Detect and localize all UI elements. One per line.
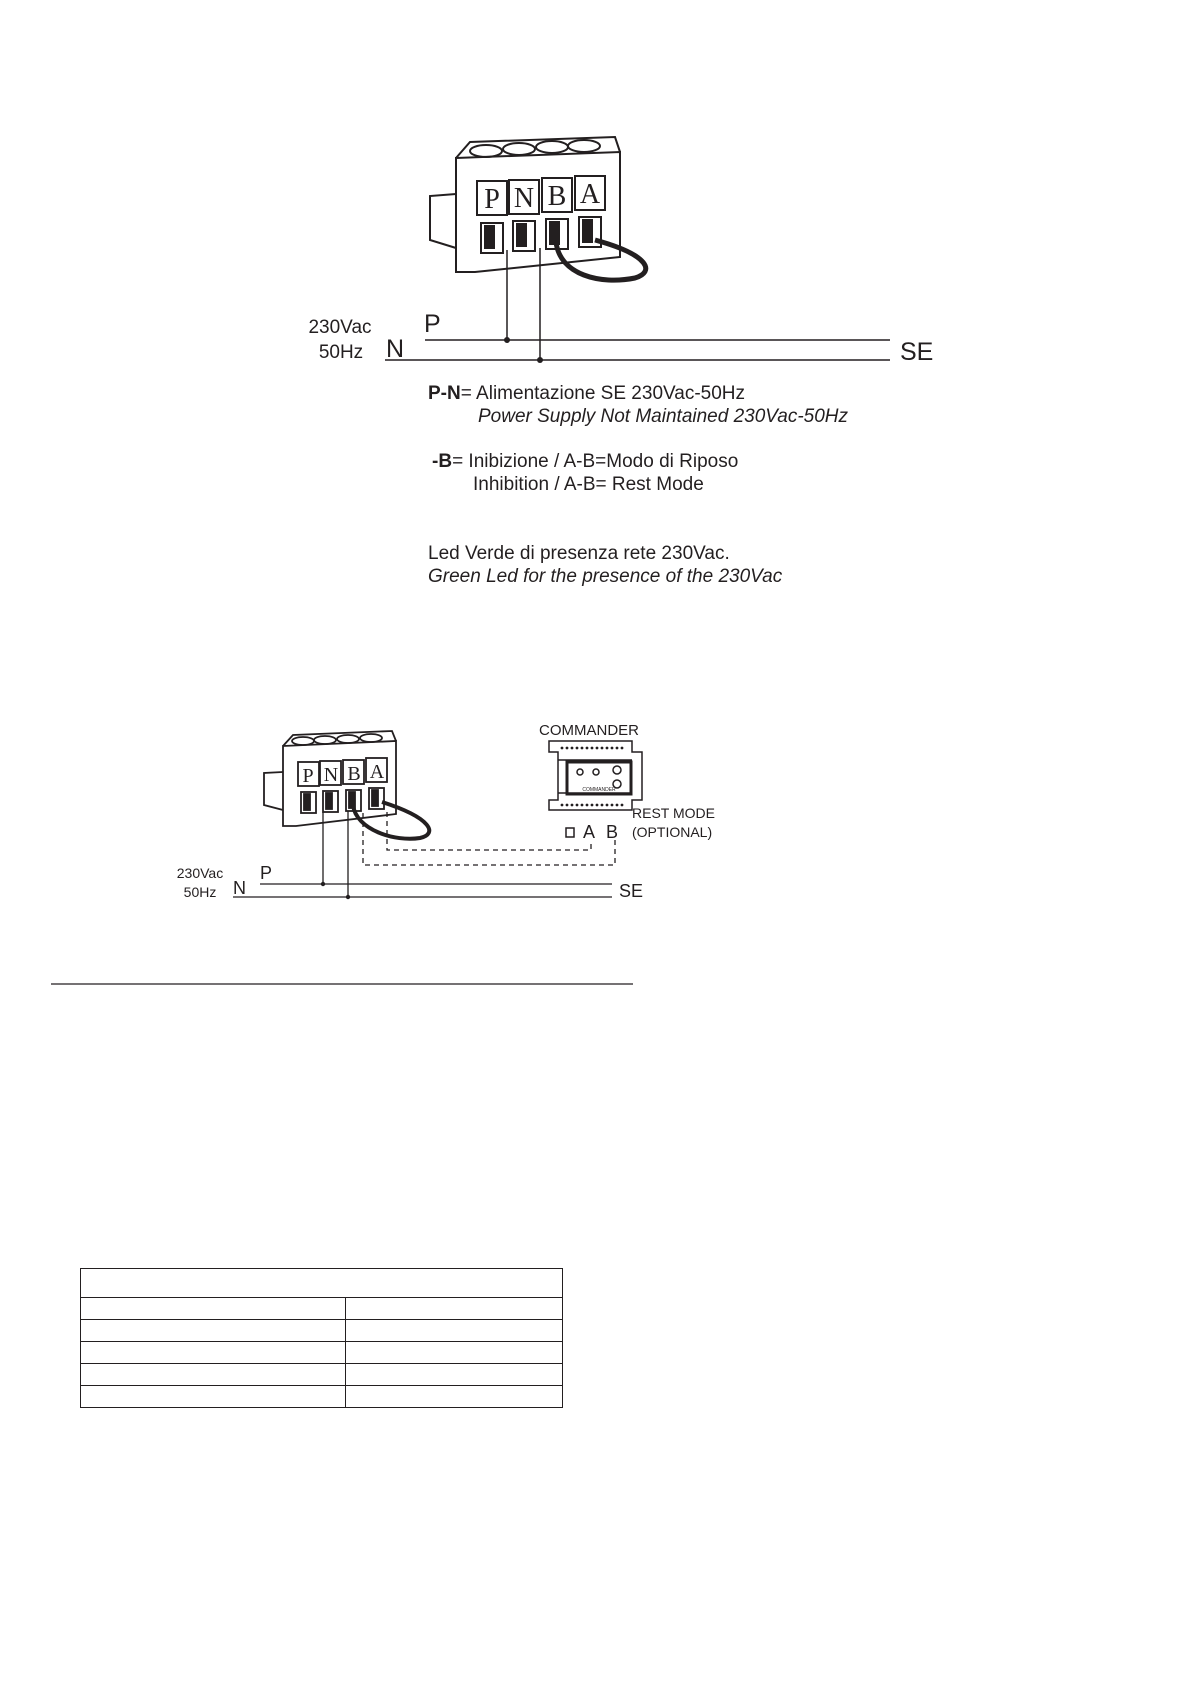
terminal-n-label: N xyxy=(513,183,535,214)
terminal-p-label-2: P xyxy=(302,765,314,787)
load-se-label: SE xyxy=(900,338,934,366)
table-cell xyxy=(346,1320,563,1342)
b-key: -B xyxy=(432,451,453,472)
led-english: Green Led for the presence of the 230Vac xyxy=(428,566,783,587)
commander-terminal-dots xyxy=(561,747,624,807)
supply-voltage-label: 230Vac xyxy=(308,317,372,338)
terminal-p-label: P xyxy=(484,184,500,215)
terminal-a-label-2: A xyxy=(369,761,385,783)
table-row xyxy=(81,1386,563,1408)
table-header-cell xyxy=(81,1269,563,1298)
table-row xyxy=(81,1298,563,1320)
table-cell xyxy=(346,1386,563,1408)
rest-mode-label: REST MODE xyxy=(632,805,715,821)
table-cell xyxy=(81,1364,346,1386)
b-english: Inhibition / A-B= Rest Mode xyxy=(473,474,704,495)
commander-terminal-a: A xyxy=(582,822,596,842)
load-se-label-2: SE xyxy=(619,881,644,901)
b-italian: = Inibizione / A-B=Modo di Riposo xyxy=(452,451,739,472)
table-cell xyxy=(81,1342,346,1364)
table-row xyxy=(81,1364,563,1386)
supply-freq-label-2: 50Hz xyxy=(183,884,217,900)
commander-face-label: COMMANDER xyxy=(582,787,616,793)
pn-key: P-N xyxy=(428,383,461,404)
table-cell xyxy=(346,1342,563,1364)
table-cell xyxy=(81,1320,346,1342)
table-row xyxy=(81,1342,563,1364)
supply-voltage-label-2: 230Vac xyxy=(176,865,224,881)
table-row xyxy=(81,1320,563,1342)
table-cell xyxy=(81,1298,346,1320)
table-cell xyxy=(346,1364,563,1386)
terminal-a-label: A xyxy=(579,179,601,210)
optional-label: (OPTIONAL) xyxy=(632,824,713,840)
ab-jumper-wire-2 xyxy=(353,802,429,839)
commander-title: COMMANDER xyxy=(539,722,639,739)
terminal-n-label-2: N xyxy=(323,764,339,786)
supply-freq-label: 50Hz xyxy=(318,342,364,363)
table-cell xyxy=(346,1298,563,1320)
pn-english: Power Supply Not Maintained 230Vac-50Hz xyxy=(478,406,848,427)
terminal-b-label: B xyxy=(547,181,567,212)
spec-table xyxy=(80,1268,563,1408)
table-cell xyxy=(81,1386,346,1408)
commander-terminal-b: B xyxy=(605,822,619,842)
line-n-label-2: N xyxy=(233,878,246,898)
line-p-label-2: P xyxy=(260,863,273,883)
line-p-label: P xyxy=(424,310,441,338)
terminal-b-label-2: B xyxy=(347,763,361,785)
pn-italian: = Alimentazione SE 230Vac-50Hz xyxy=(460,383,746,404)
line-n-label: N xyxy=(386,335,405,363)
led-italian: Led Verde di presenza rete 230Vac. xyxy=(428,543,730,564)
table-header-row xyxy=(81,1269,563,1298)
